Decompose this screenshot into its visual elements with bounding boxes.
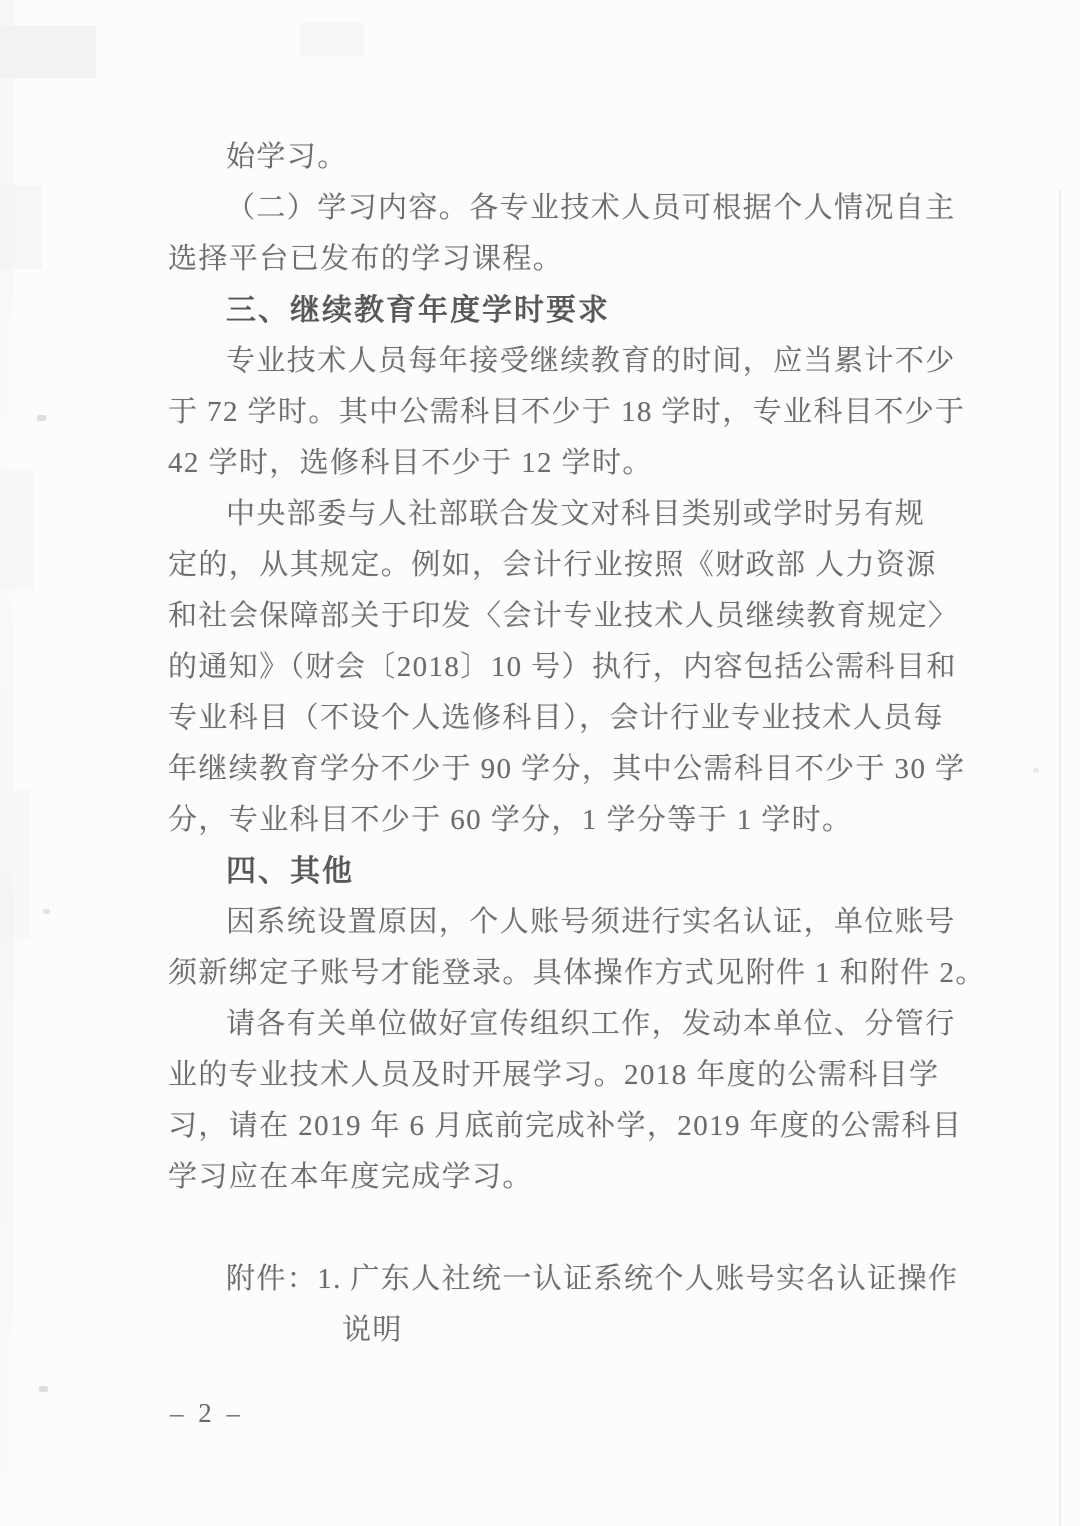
text-line: 选择平台已发布的学习课程。: [168, 243, 564, 275]
text-line: 学习应在本年度完成学习。: [168, 1161, 533, 1193]
text-line: 的通知》（财会〔2018〕10 号）执行，内容包括公需科目和: [168, 651, 957, 683]
text-line: 定的，从其规定。例如，会计行业按照《财政部 人力资源: [168, 549, 937, 581]
text-line: 专业科目（不设个人选修科目），会计行业专业技术人员每: [168, 702, 944, 734]
text-line: 说明: [342, 1314, 403, 1346]
section-heading-line: 三、继续教育年度学时要求: [226, 294, 610, 327]
scan-artifact: [39, 1386, 48, 1392]
text-line: 习，请在 2019 年 6 月底前完成补学，2019 年度的公需科目: [168, 1110, 963, 1142]
text-line: 专业技术人员每年接受继续教育的时间，应当累计不少: [226, 345, 956, 377]
text-line: 须新绑定子账号才能登录。具体操作方式见附件 1 和附件 2。: [168, 957, 986, 989]
text-line: 请各有关单位做好宣传组织工作，发动本单位、分管行: [226, 1008, 956, 1040]
text-line: 于 72 学时。其中公需科目不少于 18 学时，专业科目不少于: [168, 396, 966, 428]
scan-artifact: [0, 26, 96, 78]
document-lines: [168, 132, 986, 1356]
section-heading-line: 四、其他: [226, 855, 354, 888]
text-line: 业的专业技术人员及时开展学习。2018 年度的公需科目学: [168, 1059, 940, 1091]
text-line: 因系统设置原因，个人账号须进行实名认证，单位账号: [226, 906, 956, 938]
text-line: 中央部委与人社部联合发文对科目类别或学时另有规: [226, 498, 926, 530]
text-line: 附件：1. 广东人社统一认证系统个人账号实名认证操作: [226, 1263, 959, 1295]
scan-artifact: [43, 909, 50, 914]
scan-artifact: [37, 415, 46, 421]
text-line: 42 学时，选修科目不少于 12 学时。: [168, 447, 653, 479]
scan-artifact: [1033, 768, 1039, 773]
text-line: 和社会保障部关于印发〈会计专业技术人员继续教育规定〉: [168, 600, 959, 632]
scan-artifact: [1059, 190, 1061, 1526]
scan-artifact: [0, 470, 34, 590]
scan-artifact: [0, 790, 30, 940]
scan-artifact: [300, 22, 364, 56]
text-line: （二）学习内容。各专业技术人员可根据个人情况自主: [226, 192, 956, 224]
text-line: 年继续教育学分不少于 90 学分，其中公需科目不少于 30 学: [168, 753, 966, 785]
text-line: 始学习。: [226, 141, 348, 173]
text-line: 分，专业科目不少于 60 学分，1 学分等于 1 学时。: [168, 804, 853, 836]
page-number: – 2 –: [170, 1398, 244, 1428]
scan-artifact: [0, 0, 14, 1526]
scan-artifact: [0, 185, 42, 269]
